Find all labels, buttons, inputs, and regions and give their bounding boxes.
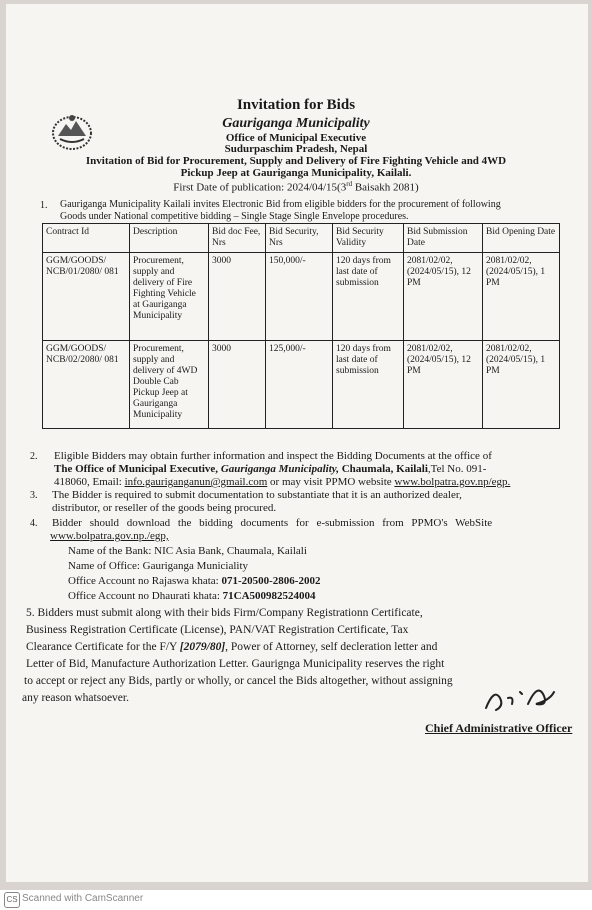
scanner-watermark: Scanned with CamScanner — [22, 893, 144, 904]
table-row — [43, 341, 560, 429]
para-2-line-3: 418060, Email: info.gauriganganun@gmail.com or may visit PPMO website www.bolpatra.gov.np/egp. — [54, 476, 511, 488]
table-cell: 120 days from last date of submission — [333, 253, 404, 341]
para-3-number: 3. — [30, 490, 38, 501]
column-header: Bid Opening Date — [483, 224, 560, 253]
table-cell: GGM/GOODS/ NCB/02/2080/ 081 — [43, 341, 130, 429]
table-cell: 2081/02/02, (2024/05/15), 12 PM — [404, 253, 483, 341]
office-name-line: Name of Office: Gauriganga Municiality — [68, 560, 249, 572]
bolpatra-link[interactable]: www.bolpatra.gov.np./egp, — [50, 530, 169, 542]
table-cell: Procurement, supply and delivery of Fire Fighting Vehicle at Gauriganga Municipality — [130, 253, 209, 341]
column-header: Description — [130, 224, 209, 253]
subject-line-1: Invitation of Bid for Procurement, Supply and Delivery of Fire Fighting Vehicle and 4WD — [85, 155, 507, 167]
document-title: Invitation for Bids — [236, 97, 356, 113]
column-header: Bid Security Validity — [333, 224, 404, 253]
para-2-number: 2. — [30, 451, 38, 462]
bid-table — [42, 223, 560, 429]
column-header: Bid Submission Date — [404, 224, 483, 253]
municipality-name: Gauriganga Municipality — [222, 116, 370, 131]
column-header: Contract Id — [43, 224, 130, 253]
para-1-number: 1. — [40, 200, 48, 211]
column-header: Bid Security, Nrs — [266, 224, 333, 253]
bank-name: Name of the Bank: NIC Asia Bank, Chaumala, Kailali — [68, 545, 307, 557]
para-4-line-1: Bidder should download the bidding documents for e-submission from PPMO's WebSite — [52, 517, 493, 529]
para-3-line-2: distributor, or reseller of the goods being procured. — [52, 502, 277, 514]
table-cell: 150,000/- — [266, 253, 333, 341]
para-5-line-1: 5. Bidders must submit along with their bids Firm/Company Registrationn Certificate, — [26, 607, 423, 619]
para-5-line-6: any reason whatsoever. — [22, 692, 129, 704]
table-header-row — [43, 224, 560, 253]
para-5-line-3: Clearance Certificate for the F/Y [2079/80], Power of Attorney, self decleration letter and — [26, 641, 438, 653]
dhaurati-account: Office Account no Dhaurati khata: 71CA500982524004 — [68, 590, 316, 602]
email-link[interactable]: info.gauriganganun@gmail.com — [124, 476, 268, 488]
signature-icon — [478, 678, 558, 718]
table-cell: 120 days from last date of submission — [333, 341, 404, 429]
publication-date: First Date of publication: 2024/04/15(3rd Baisakh 2081) — [173, 180, 419, 194]
para-1-line-2: Goods under National competitive bidding – Single Stage Single Envelope procedures. — [60, 211, 409, 222]
para-2-line-1: Eligible Bidders may obtain further information and inspect the Bidding Documents at the office of — [54, 450, 492, 462]
para-4-link — [50, 530, 169, 542]
table-cell: Procurement, supply and delivery of 4WD Double Cab Pickup Jeep at Gauriganga Municipality — [130, 341, 209, 429]
table-cell: 3000 — [209, 341, 266, 429]
table-cell: 2081/02/02, (2024/05/15), 1 PM — [483, 341, 560, 429]
para-5-line-2: Business Registration Certificate (License), PAN/VAT Registration Certificate, Tax — [26, 624, 409, 636]
para-1-line-1: Gauriganga Municipality Kailali invites Electronic Bid from eligible bidders for the procurement of following — [60, 199, 501, 210]
para-2-line-2: The Office of Municipal Executive, Gauriganga Municipality, Chaumala, Kailali,Tel No. 091- — [54, 463, 487, 475]
column-header: Bid doc Fee, Nrs — [209, 224, 266, 253]
website-link[interactable]: www.bolpatra.gov.np/egp. — [394, 476, 511, 488]
para-5-line-4: Letter of Bid, Manufacture Authorization Letter. Gaurigngа Municipality reserves the right — [26, 658, 445, 670]
para-4-number: 4. — [30, 518, 38, 529]
table-cell: 2081/02/02, (2024/05/15), 12 PM — [404, 341, 483, 429]
subject-line-2: Pickup Jeep at Gauriganga Municipality, Kailali. — [180, 167, 412, 179]
para-5-line-5: to accept or reject any Bids, partly or wholly, or cancel the Bids altogether, without assigning — [24, 675, 453, 687]
signatory-title: Chief Administrative Officer — [425, 721, 573, 735]
table-cell: 3000 — [209, 253, 266, 341]
province-name: Sudurpaschim Pradesh, Nepal — [224, 143, 368, 155]
para-3-line-1: The Bidder is required to submit documentation to substantiate that it is an authorized dealer, — [52, 489, 462, 501]
rajaswa-account: Office Account no Rajaswa khata: 071-20500-2806-2002 — [68, 575, 321, 587]
table-cell: 125,000/- — [266, 341, 333, 429]
office-name: Office of Municipal Executive — [225, 132, 367, 144]
table-cell: GGM/GOODS/ NCB/01/2080/ 081 — [43, 253, 130, 341]
table-cell: 2081/02/02, (2024/05/15), 1 PM — [483, 253, 560, 341]
camscanner-logo-icon: CS — [4, 892, 20, 908]
table-row — [43, 253, 560, 341]
